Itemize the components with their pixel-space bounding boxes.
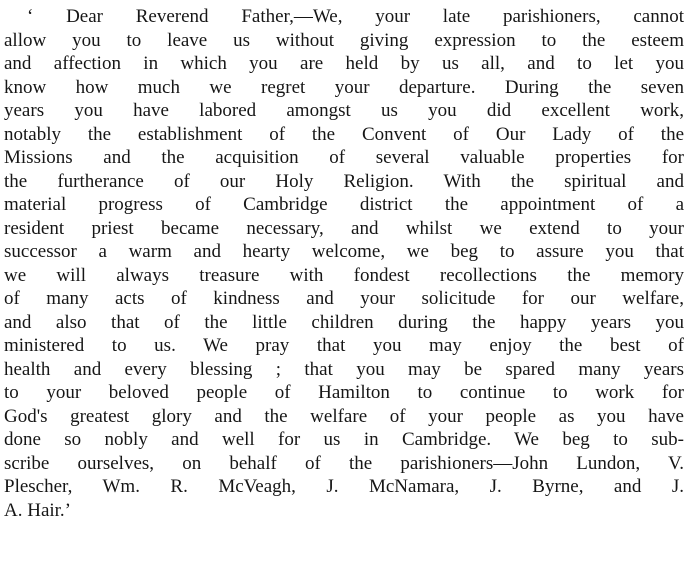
text-line: material progress of Cambridge district the appointment of a	[4, 194, 684, 215]
text-line: the furtherance of our Holy Religion. With the spiritual and	[4, 170, 684, 192]
text-line: scribe ourselves, on behalf of the parishioners—John Lundon, V.	[4, 452, 684, 474]
text-line: and also that of the little children during the happy years you	[4, 311, 684, 333]
text-line: ‘ Dear Reverend Father,—We, your late parishioners, cannot	[27, 6, 684, 27]
text-line: Missions and the acquisition of several valuable properties for	[4, 147, 684, 168]
text-line: and affection in which you are held by us all, and to let you	[4, 53, 684, 74]
text-line: God's greatest glory and the welfare of your people as you have	[4, 405, 684, 427]
text-line: we will always treasure with fondest recollections the memory	[4, 264, 684, 286]
text-line: know how much we regret your departure. During the seven	[4, 76, 684, 98]
text-line: ministered to us. We pray that you may enjoy the best of	[4, 335, 684, 356]
text-line: Plescher, Wm. R. McVeagh, J. McNamara, J. Byrne, and J.	[4, 476, 684, 497]
text-line: health and every blessing ; that you may be spared many years	[4, 358, 684, 380]
letter-paragraph	[4, 5, 684, 522]
text-line: done so nobly and well for us in Cambridge. We beg to sub-	[4, 429, 684, 450]
text-line: resident priest became necessary, and whilst we extend to your	[4, 217, 684, 239]
text-line: to your beloved people of Hamilton to continue to work for	[4, 382, 684, 403]
text-line: of many acts of kindness and your solicitude for our welfare,	[4, 288, 684, 309]
text-line: successor a warm and hearty welcome, we beg to assure you that	[4, 241, 684, 262]
text-line: A. Hair.’	[4, 499, 72, 521]
text-line: notably the establishment of the Convent of Our Lady of the	[4, 123, 684, 145]
text-line: years you have labored amongst us you did excellent work,	[4, 100, 684, 121]
text-line: allow you to leave us without giving expression to the esteem	[4, 29, 684, 51]
